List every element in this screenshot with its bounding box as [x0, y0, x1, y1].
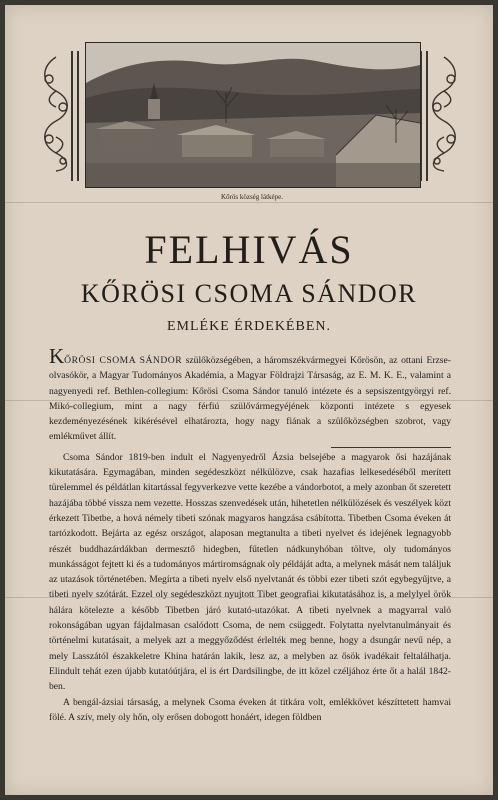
paragraph-1-text: szülőközségében, a háromszékvármegyei Kőrösön, az ottani Erzse-olvasókör, a Magyar Tudományos Akadémia, a Magyar Földrajzi Társaság, az E. M. K. E., valamint a nagyenyedi ref. Bethlen-collegium: Kőrösi Csoma Sándor tanuló intézete és a sepsiszentgyörgyi ref. Mikó-collegium, mint a nagy férfiú szülővármegyéjének központi intézete s egyesek kezdeményezésének kikérésével elhatározta, hogy nagy fiának a szülőközségben szobrot, vagy emlékművet állít. [49, 355, 451, 443]
paragraph-1 [49, 344, 451, 445]
paragraph-2: Csoma Sándor 1819-ben indult el Nagyenyedről Ázsia belsejébe a magyarok ősi hazájának kikutatására. Egymagában, minden segédeszközt nélkülözve, csak hazafias lelkesedéséből merített türelemmel és példátlan kitartással fegyverkezve vette kezébe a vándorbotot, a mely azonban őt szeretett hazájába többé vissza nem vezette. Hosszas szenvedések után, hihetetlen nélkülözések és veszélyek közt érkezett Tibetbe, a hová némely tibeti szónak magyaros hangzása csábította. Tibetben Csoma éveken át tartózkodott. Bejárta az egész országot, alaposan megtanulta a tibeti nyelvet és idejének legnagyobb részét buddhazárdákban dermesztő hidegben, fűtetlen nádkunyhóban töltve, oly tudományos munkásságot fejtett ki és a tudományos mártiromságnak oly példáját adta, a melynek mását nem találjuk az utazások történetében. Megírta a tibeti nyelv első nyelvtanát és többi ezer tibeti szót egybegyűjtve, a tibeti nyelv szótárát. Ezzel oly segédeszközt nyujtott Tibet geografiai kikutatásához is, a melylyel örök hálára kötelezte a később Tibetben járó kutató-utazókat. A tibeti nyelvnek a magyarral való rokonságában ugyan fájdalmasan csalódott Csoma, de nem csüggedt. Folytatta nyelvtanulmányait és történelmi kutatásait, a melyek azt a meggyőződést érlelték meg benne, hogy a dsungár nevű nép, a mely Lasszától északkeletre Khina határán lakik, lesz az, a melyben az ősök ivadékait feltalálhatja. Elindult tehát ezen újabb kutatóútjára, el is ért Dardsilingbe, de itt közel czéljához érte őt a halál 1842-ben. [49, 451, 451, 693]
page-subtitle-2: EMLÉKE ÉRDEKÉBEN. [167, 319, 331, 334]
page-subtitle: KŐRÖSI CSOMA SÁNDOR [80, 279, 418, 308]
article-body [49, 344, 451, 725]
drop-cap: K [49, 344, 65, 368]
scroll-ornament-right-icon [425, 53, 463, 173]
paragraph-3: A bengál-ázsiai társaság, a melynek Csoma éveken át titkára volt, emlékkövet készíttetett hamvai fölé. A szív, mely oly hőn, oly erősen dobogott honáért, idegen földben [49, 696, 451, 723]
page-title: FELHIVÁS [144, 227, 354, 272]
document-page [5, 5, 493, 795]
name-highlight: ŐRÖSI CSOMA SÁNDOR [64, 355, 183, 366]
photo-caption: Kőrös község látképe. [220, 193, 283, 201]
frame-rule [71, 51, 73, 181]
frame-rule [77, 51, 79, 181]
village-photo [85, 42, 421, 188]
scroll-ornament-left-icon [37, 53, 75, 173]
separator-line [331, 447, 451, 448]
fold-line [5, 202, 493, 203]
frame-rule [426, 51, 428, 181]
